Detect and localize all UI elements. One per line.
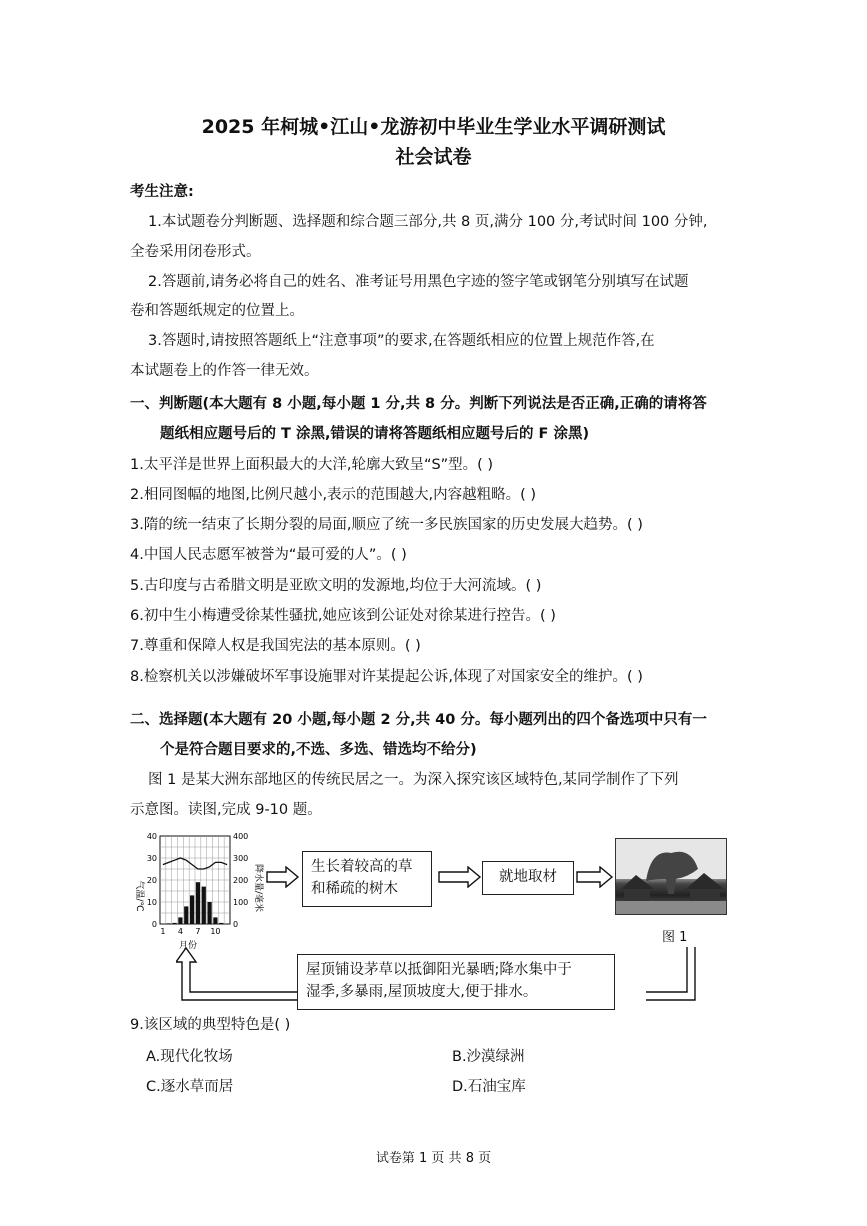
precipitation-bar [178, 917, 182, 924]
flow-box-vegetation-line1: 生长着较高的草 [311, 859, 413, 875]
climate-chart-svg [130, 826, 280, 951]
precipitation-bar [190, 895, 194, 924]
precipitation-bar [213, 917, 217, 924]
section2-heading-b: 个是符合题目要求的,不选、多选、错选均不给分) [160, 742, 477, 758]
precipitation-bar [172, 923, 176, 924]
arrow-right-icon [576, 866, 614, 888]
question-8: 8.检察机关以涉嫌破坏军事设施罪对许某提起公诉,体现了对国家安全的维护。( ) [130, 669, 643, 685]
notice-item-2b: 卷和答题纸规定的位置上。 [130, 303, 304, 319]
tick-label-x: 4 [177, 927, 183, 936]
tick-label-right: 300 [233, 854, 249, 863]
figure-1 [130, 826, 740, 1016]
precipitation-bar [184, 906, 188, 924]
chart-ylabel-right: 降水量/毫米 [253, 863, 263, 913]
notice-item-1b: 全卷采用闭卷形式。 [130, 244, 261, 260]
notice-item-2a: 2.答题前,请务必将自己的姓名、准考证号用黑色字迹的签字笔或钢笔分别填写在试题 [148, 274, 689, 290]
arrow-right-icon [266, 866, 300, 888]
traditional-hut-photo [615, 838, 727, 915]
tick-label-left: 0 [151, 920, 157, 929]
notice-heading: 考生注意: [130, 184, 194, 200]
tick-label-x: 1 [160, 927, 166, 936]
hut-image [616, 839, 726, 914]
tick-label-right: 200 [233, 876, 249, 885]
section1-heading-a: 一、判断题(本大题有 8 小题,每小题 1 分,共 8 分。判断下列说法是否正确,正确的请将答 [130, 396, 707, 412]
section2-intro-b: 示意图。读图,完成 9-10 题。 [130, 802, 322, 818]
section1-heading-b: 题纸相应题号后的 T 涂黑,错误的请将答题纸相应题号后的 F 涂黑) [160, 426, 590, 442]
chart-ylabel-left: 气温/℃ [134, 880, 144, 912]
flow-box-vegetation-line2: 和稀疏的树木 [311, 881, 398, 897]
option-a: A.现代化牧场 [146, 1049, 233, 1065]
question-6: 6.初中生小梅遭受徐某性骚扰,她应该到公证处对徐某进行控告。( ) [130, 608, 556, 624]
option-c: C.逐水草而居 [146, 1079, 234, 1095]
page-title: 2025 年柯城•江山•龙游初中毕业生学业水平调研测试 [201, 116, 666, 138]
page-footer: 试卷第 1 页 共 8 页 [375, 1151, 492, 1166]
tick-label-x: 7 [195, 927, 201, 936]
precipitation-bar [207, 902, 211, 924]
tick-label-left: 20 [146, 876, 157, 885]
tick-label-left: 30 [146, 854, 157, 863]
question-4: 4.中国人民志愿军被誉为“最可爱的人”。( ) [130, 547, 407, 563]
precipitation-bar [202, 887, 206, 924]
tick-label-right: 0 [233, 920, 239, 929]
climate-chart [130, 826, 280, 951]
question-9: 9.该区域的典型特色是( ) [130, 1017, 291, 1033]
page-subtitle: 社会试卷 [395, 146, 472, 168]
tick-label-right: 100 [233, 898, 249, 907]
notice-item-3b: 本试题卷上的作答一律无效。 [130, 363, 319, 379]
section2-intro-a: 图 1 是某大洲东部地区的传统民居之一。为深入探究该区域特色,某同学制作了下列 [148, 772, 679, 788]
arrow-right-icon [438, 866, 482, 888]
option-b: B.沙漠绿洲 [452, 1049, 525, 1065]
flow-box-roof-line2: 湿季,多暴雨,屋顶坡度大,便于排水。 [306, 984, 538, 1000]
question-7: 7.尊重和保障人权是我国宪法的基本原则。( ) [130, 638, 421, 654]
flow-box-local-material: 就地取材 [482, 861, 574, 895]
question-2: 2.相同图幅的地图,比例尺越小,表示的范围越大,内容越粗略。( ) [130, 487, 537, 503]
question-1: 1.太平洋是世界上面积最大的大洋,轮廓大致呈“S”型。( ) [130, 457, 494, 473]
option-d: D.石油宝库 [452, 1079, 526, 1095]
precipitation-bar [219, 923, 223, 924]
figure-label: 图 1 [662, 930, 688, 945]
question-3: 3.隋的统一结束了长期分裂的局面,顺应了统一多民族国家的历史发展大趋势。( ) [130, 517, 643, 533]
flow-box-vegetation [302, 851, 432, 907]
section2-heading-a: 二、选择题(本大题有 20 小题,每小题 2 分,共 40 分。每小题列出的四个备选项中只有一 [130, 712, 707, 728]
tick-label-left: 10 [146, 898, 157, 907]
question-5: 5.古印度与古希腊文明是亚欧文明的发源地,均位于大河流域。( ) [130, 578, 542, 594]
notice-item-3a: 3.答题时,请按照答题纸上“注意事项”的要求,在答题纸相应的位置上规范作答,在 [148, 333, 655, 349]
tick-label-right: 400 [233, 832, 249, 841]
precipitation-bar [196, 882, 200, 924]
flow-box-roof-line1: 屋顶铺设茅草以抵御阳光暴晒;降水集中于 [306, 962, 572, 978]
tick-label-left: 40 [146, 832, 157, 841]
tick-label-x: 10 [210, 927, 221, 936]
flow-box-roof-design [297, 954, 615, 1010]
notice-item-1a: 1.本试题卷分判断题、选择题和综合题三部分,共 8 页,满分 100 分,考试时间 100 分钟, [148, 214, 708, 230]
precipitation-bar [167, 923, 171, 924]
chart-xlabel: 月份 [178, 941, 198, 951]
